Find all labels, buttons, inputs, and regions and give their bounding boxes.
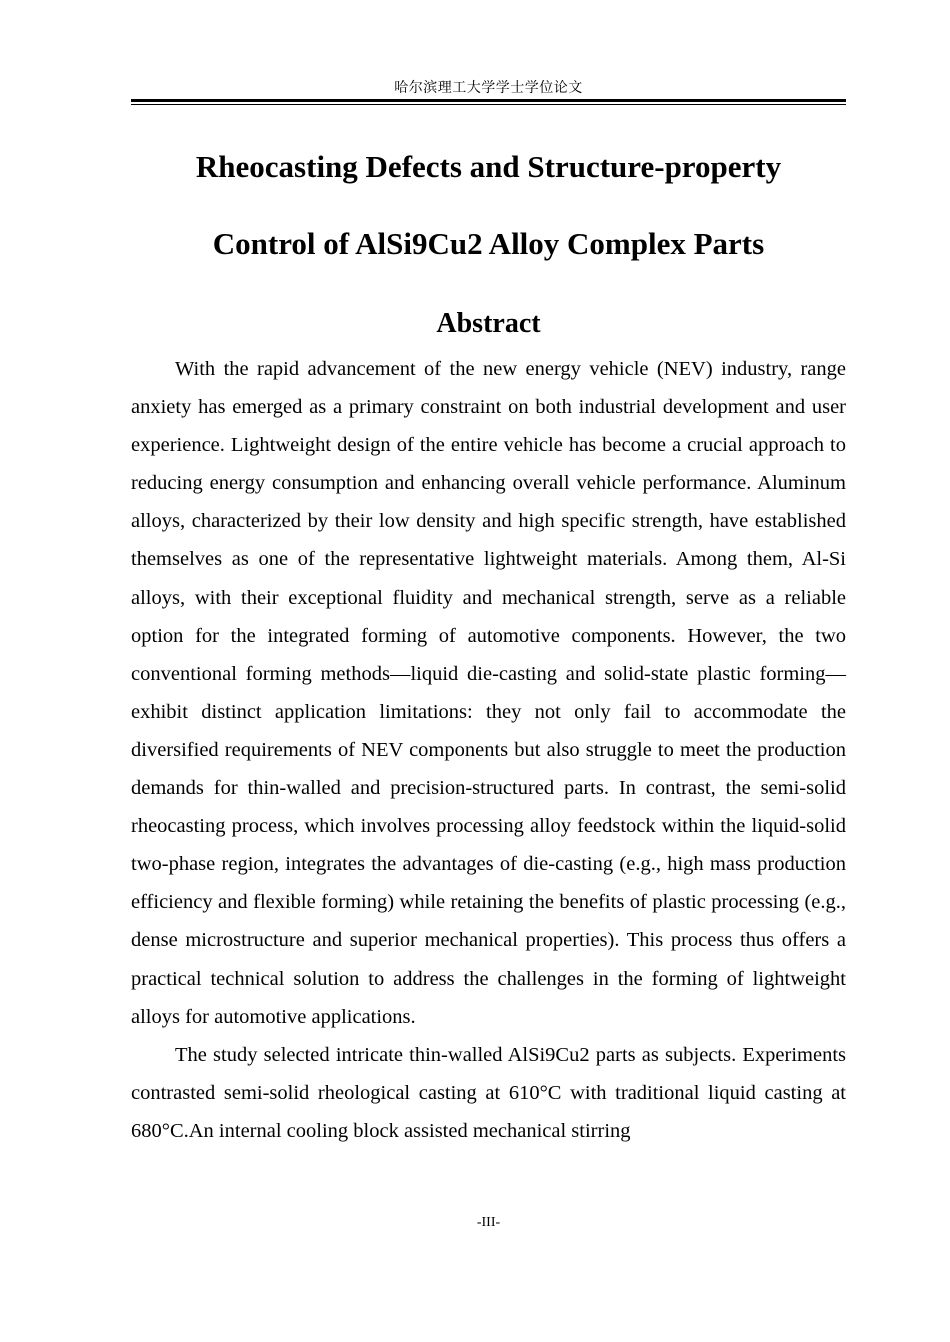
paper-title-line-1: Rheocasting Defects and Structure-property (195, 149, 782, 184)
header-rule-thin (131, 104, 846, 105)
page-number: -III- (476, 1215, 501, 1230)
abstract-body (131, 350, 846, 1150)
abstract-paragraph-1: With the rapid advancement of the new energy vehicle (NEV) industry, range anxiety has emerged as a primary constraint on both industrial development and user experience. Lightweight design of the entire vehicle has become a crucial approach to reducing energy consumption and enhancing overall vehicle performance. Aluminum alloys, characterized by their low density and high specific strength, have established themselves as one of the representative lightweight materials. Among them, Al-Si alloys, with their exceptional fluidity and mechanical strength, serve as a reliable option for the integrated forming of automotive components. However, the two conventional forming methods—liquid die-casting and solid-state plastic forming—exhibit distinct application limitations: they not only fail to accommodate the diversified requirements of NEV components but also struggle to meet the production demands for thin-walled and precision-structured parts. In contrast, the semi-solid rheocasting process, which involves processing alloy feedstock within the liquid-solid two-phase region, integrates the advantages of die-casting (e.g., high mass production efficiency and flexible forming) while retaining the benefits of plastic processing (e.g., dense microstructure and superior mechanical properties). This process thus offers a practical technical solution to address the challenges in the forming of lightweight alloys for automotive applications. (131, 358, 846, 1028)
paper-title-line-2: Control of AlSi9Cu2 Alloy Complex Parts (212, 226, 765, 261)
header-rule-thick (131, 99, 846, 102)
abstract-heading: Abstract (436, 308, 541, 339)
running-header: 哈尔滨理工大学学士学位论文 (394, 80, 583, 96)
paper-title (131, 128, 846, 282)
abstract-paragraph-2: The study selected intricate thin-walled AlSi9Cu2 parts as subjects. Experiments contrasted semi-solid rheological casting at 610°C with traditional liquid casting at 680°C.An internal cooling block assisted mechanical stirring (131, 1043, 846, 1142)
